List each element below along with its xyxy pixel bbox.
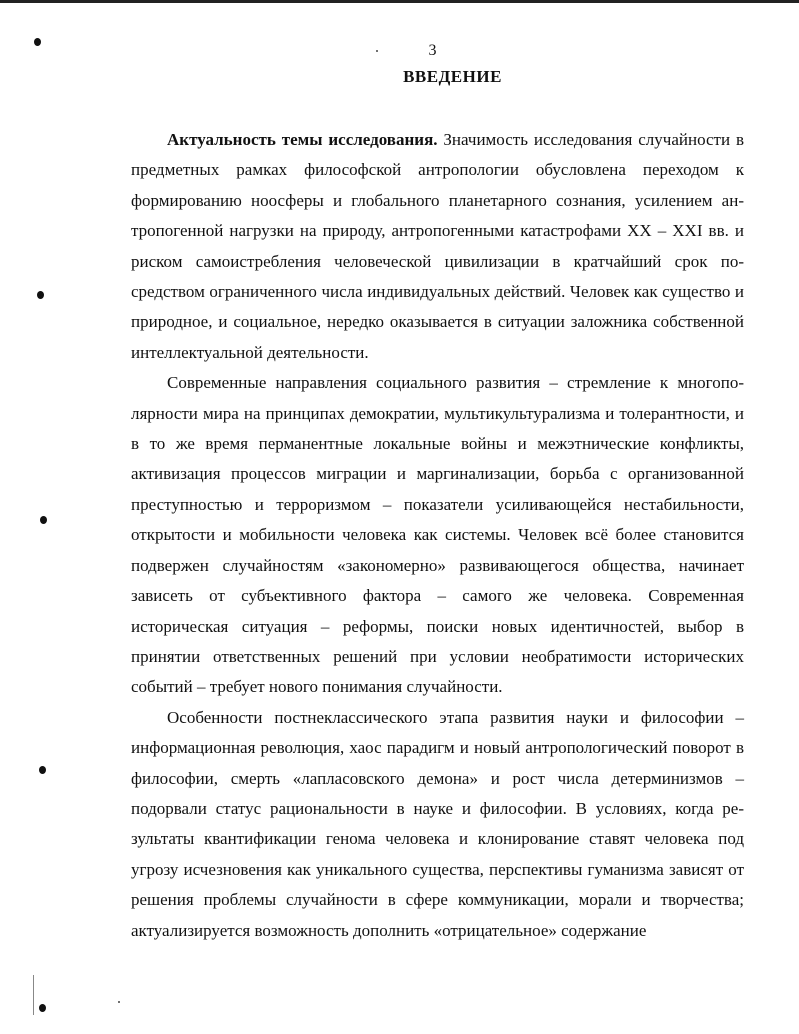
paragraph-text: Значимость исследования случайности в предметных рамках философской антропологии обусловлена переходом к формированию ноосферы и глобального планетарного сознания, усилением антропогенной нагрузки на природу, антропогенными катастрофами XX – XXI вв. и риском самоистребления человеческой цивилизации в кратчайший срок посредством ограниченного числа индивидуальных действий. Человек как существо и природное, и социальное, нередко оказывается в ситуации заложника собственной интеллектуальной деятельности. — [131, 130, 744, 362]
binding-hole-mark — [40, 516, 47, 524]
paragraph-text: Современные направления социального развития – стремление к многополярности мира на принципах демократии, мультикультурализма и толерантности, и в то же время перманентные локальные войны и межэтнические конфликты, активизация процессов миграции и маргинализации, борьба с организованной преступностью и терроризмом – показатели усиливающейся нестабильности, открытости и мобильности человека как системы. Человек всё более становится подвержен случайностям «закономерно» развивающегося общества, начинает зависеть от субъективного фактора – самого же человека. Современная историческая ситуация – реформы, поиски новых идентичностей, выбор в принятии ответственных решений при условии необратимости исторических событий – требует нового понимания случайности. — [131, 373, 744, 697]
paragraph-text: Особенности постнеклассического этапа развития науки и философии – информационная революция, хаос парадигм и новый антропологический поворот в философии, смерть «лапласовского демона» и рост числа детерминизмов – подорвали статус рациональности в науке и философии. В условиях, когда результаты квантификации генома человека и клонирование ставят человека под угрозу исчезновения как уникального существа, перспективы гуманизма зависят от решения проблемы случайности в сфере коммуникации, морали и творчества; актуализируется возможность дополнить «отрицательное» содержание — [131, 707, 744, 940]
paragraph-lead: Актуальность темы исследования. — [167, 130, 438, 149]
page-top-edge — [0, 0, 799, 3]
section-heading: ВВЕДЕНИЕ — [403, 67, 502, 86]
binding-hole-mark — [39, 1004, 46, 1012]
paragraph-postnonclassical-stage — [131, 703, 744, 946]
scan-speck — [118, 1001, 120, 1003]
paragraph-social-development — [131, 368, 744, 702]
body-text — [131, 125, 744, 946]
page-number: 3 — [428, 42, 437, 59]
paragraph-relevance — [131, 125, 744, 368]
binding-hole-mark — [37, 291, 44, 299]
scan-margin-line — [33, 975, 34, 1015]
binding-hole-mark — [39, 766, 46, 774]
